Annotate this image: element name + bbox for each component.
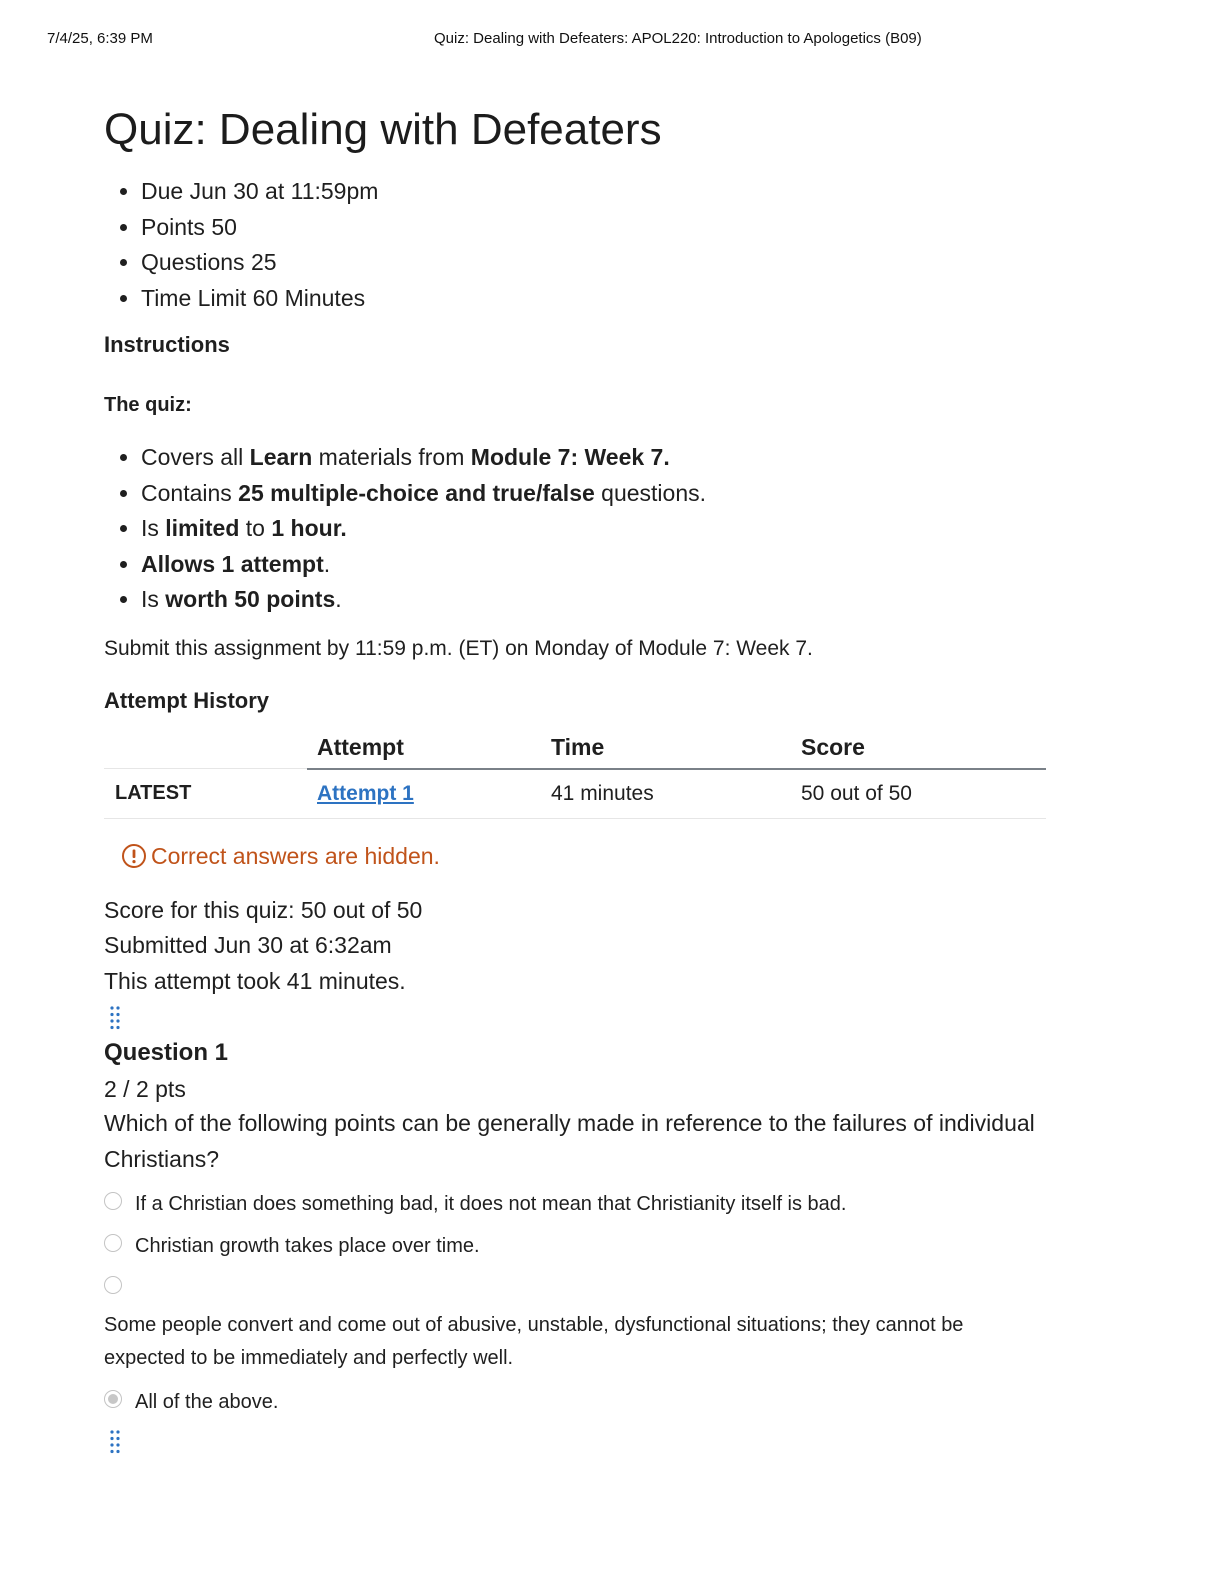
attempt-time: 41 minutes: [551, 769, 801, 819]
question-text: Which of the following points can be generally made in reference to the failures of individual Christians?: [104, 1110, 1035, 1172]
fact-bold: 1 hour.: [271, 515, 347, 541]
meta-time-limit: [141, 281, 1048, 317]
question-points: 2 / 2 pts: [104, 1076, 186, 1102]
fact-text: Is: [141, 515, 166, 541]
column-header-time: Time: [551, 728, 801, 769]
answer-text: Some people convert and come out of abusive, unstable, dysfunctional situations; they cannot be expected to be immediately and perfectly well.: [104, 1314, 964, 1369]
fact-text: Covers all: [141, 444, 250, 470]
page-title: Quiz: Dealing with Defeaters: [104, 105, 662, 154]
fact-bold: worth 50 points: [165, 586, 336, 612]
fact-contains: [141, 476, 1048, 512]
fact-text: .: [335, 586, 342, 612]
fact-bold: 25 multiple-choice and true/false: [238, 479, 595, 506]
fact-bold: Module 7: Week 7.: [470, 444, 670, 470]
answer-text: If a Christian does something bad, it does not mean that Christianity itself is bad.: [135, 1193, 847, 1215]
answer-option[interactable]: [104, 1231, 1048, 1261]
fact-bold: Learn: [249, 444, 313, 470]
meta-label: Questions: [141, 249, 245, 275]
quiz-meta-list: [104, 174, 1048, 316]
answer-text: Christian growth takes place over time.: [135, 1235, 480, 1257]
meta-value: 25: [250, 249, 277, 275]
submitted-time: Submitted Jun 30 at 6:32am: [104, 932, 392, 958]
instructions-heading: Instructions: [104, 332, 230, 357]
fact-limited: [141, 511, 1048, 547]
quiz-heading: The quiz:: [104, 394, 192, 416]
fact-attempts: [141, 547, 1048, 583]
radio-button[interactable]: [104, 1276, 122, 1294]
radio-button[interactable]: [104, 1192, 122, 1210]
fact-text: questions.: [594, 479, 707, 506]
attempt-cell: [307, 769, 551, 819]
submit-note: Submit this assignment by 11:59 p.m. (ET) on Monday of Module 7: Week 7.: [104, 636, 813, 660]
print-header: [47, 30, 1177, 50]
fact-text: to: [239, 515, 272, 541]
fact-bold: limited: [165, 515, 240, 541]
fact-text: materials from: [312, 444, 471, 470]
fact-text: .: [323, 550, 331, 577]
meta-due: [141, 174, 1048, 210]
attempt-link[interactable]: Attempt 1: [317, 781, 414, 805]
fact-covers: [141, 440, 1048, 476]
table-row: [104, 769, 1046, 819]
meta-label: Points: [141, 213, 205, 240]
meta-label: Due: [141, 178, 184, 204]
meta-value: 50: [211, 213, 237, 240]
quiz-content: [104, 100, 1048, 1455]
answer-option-selected[interactable]: [104, 1387, 1048, 1417]
meta-value: 60 Minutes: [252, 284, 366, 311]
quiz-facts-list: [104, 440, 1048, 618]
attempt-history-heading: Attempt History: [104, 687, 270, 713]
meta-label: Time Limit: [141, 284, 247, 311]
table-header-row: [104, 728, 1046, 769]
hidden-note-text: Correct answers are hidden.: [151, 842, 440, 869]
meta-points: [141, 210, 1048, 246]
column-header-blank: [104, 728, 307, 769]
answer-option[interactable]: [104, 1273, 1048, 1375]
column-header-attempt: Attempt: [307, 728, 551, 769]
fact-worth: [141, 582, 1048, 618]
print-date: 7/4/25, 6:39 PM: [47, 30, 153, 47]
fact-bold: Allows 1 attempt: [141, 550, 324, 577]
drag-handle-icon[interactable]: [108, 1429, 1048, 1455]
question-title: Question 1: [104, 1039, 229, 1066]
attempt-status-label: LATEST: [104, 769, 307, 819]
attempt-score: 50 out of 50: [801, 769, 1046, 819]
warning-icon: [121, 843, 147, 869]
attempt-duration: This attempt took 41 minutes.: [104, 967, 406, 994]
column-header-score: Score: [801, 728, 1046, 769]
radio-spacer: [104, 1273, 1048, 1295]
print-title: Quiz: Dealing with Defeaters: APOL220: Introduction to Apologetics (B09): [434, 30, 922, 47]
radio-button-selected[interactable]: [104, 1390, 122, 1408]
score-summary: [104, 893, 1048, 1000]
quiz-score: Score for this quiz: 50 out of 50: [104, 896, 423, 923]
radio-button[interactable]: [104, 1234, 122, 1252]
meta-questions: [141, 245, 1048, 281]
answer-option[interactable]: [104, 1189, 1048, 1219]
fact-text: Contains: [141, 479, 239, 506]
correct-answers-hidden-notice: [121, 841, 1048, 871]
answer-text: All of the above.: [135, 1391, 279, 1413]
meta-value: Jun 30 at 11:59pm: [189, 178, 379, 204]
fact-text: Is: [141, 586, 166, 612]
drag-handle-icon[interactable]: [108, 1005, 1048, 1031]
attempt-history-table: [104, 728, 1046, 819]
